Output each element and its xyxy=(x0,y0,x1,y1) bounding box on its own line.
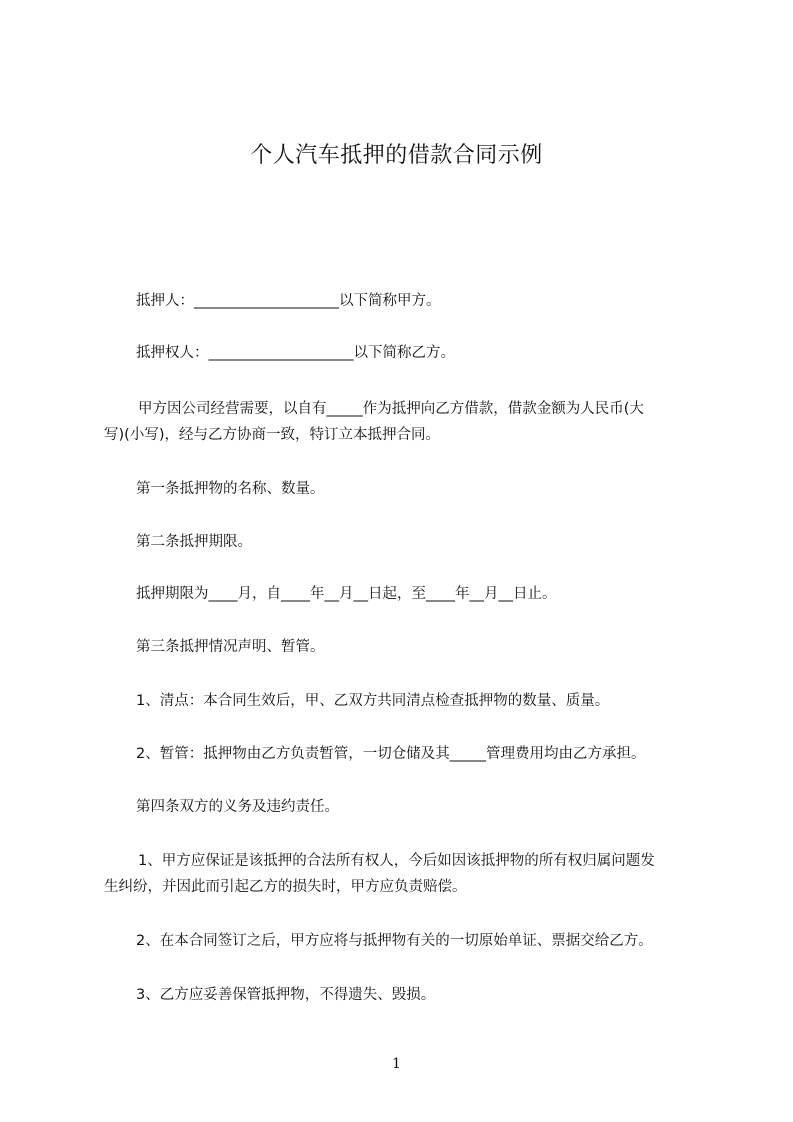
obligation-1-line-1: 1、甲方应保证是该抵押的合法所有权人，今后如因该抵押物的所有权归属问题发 xyxy=(138,853,655,869)
clause-custody: 2、暂管：抵押物由乙方负责暂管，一切仓储及其_____管理费用均由乙方承担。 xyxy=(136,746,646,762)
mortgagor-line: 抵押人：____________________以下简称甲方。 xyxy=(136,293,441,309)
mortgage-term-line: 抵押期限为____月，自____年__月__日起，至____年__月__日止。 xyxy=(136,586,557,602)
obligation-3: 3、乙方应妥善保管抵押物，不得遗失、毁损。 xyxy=(136,987,436,1003)
article-2-heading: 第二条抵押期限。 xyxy=(136,534,252,550)
document-title: 个人汽车抵押的借款合同示例 xyxy=(250,143,543,168)
clause-inventory: 1、清点：本合同生效后，甲、乙双方共同清点检查抵押物的数量、质量。 xyxy=(136,693,610,709)
intro-paragraph-line-1: 甲方因公司经营需要，以自有_____作为抵押向乙方借款，借款金额为人民币(大 xyxy=(138,401,644,417)
article-4-heading: 第四条双方的义务及违约责任。 xyxy=(136,799,339,815)
article-1-heading: 第一条抵押物的名称、数量。 xyxy=(136,481,325,497)
obligation-2: 2、在本合同签订之后，甲方应将与抵押物有关的一切原始单证、票据交给乙方。 xyxy=(136,933,653,949)
mortgagee-line: 抵押权人：____________________以下简称乙方。 xyxy=(136,345,455,361)
intro-paragraph-line-2: 写)(小写)，经与乙方协商一致，特订立本抵押合同。 xyxy=(104,427,440,443)
page-number: 1 xyxy=(392,1056,401,1072)
obligation-1-line-2: 生纠纷，并因此而引起乙方的损失时，甲方应负责赔偿。 xyxy=(104,879,467,895)
article-3-heading: 第三条抵押情况声明、暂管。 xyxy=(136,639,325,655)
